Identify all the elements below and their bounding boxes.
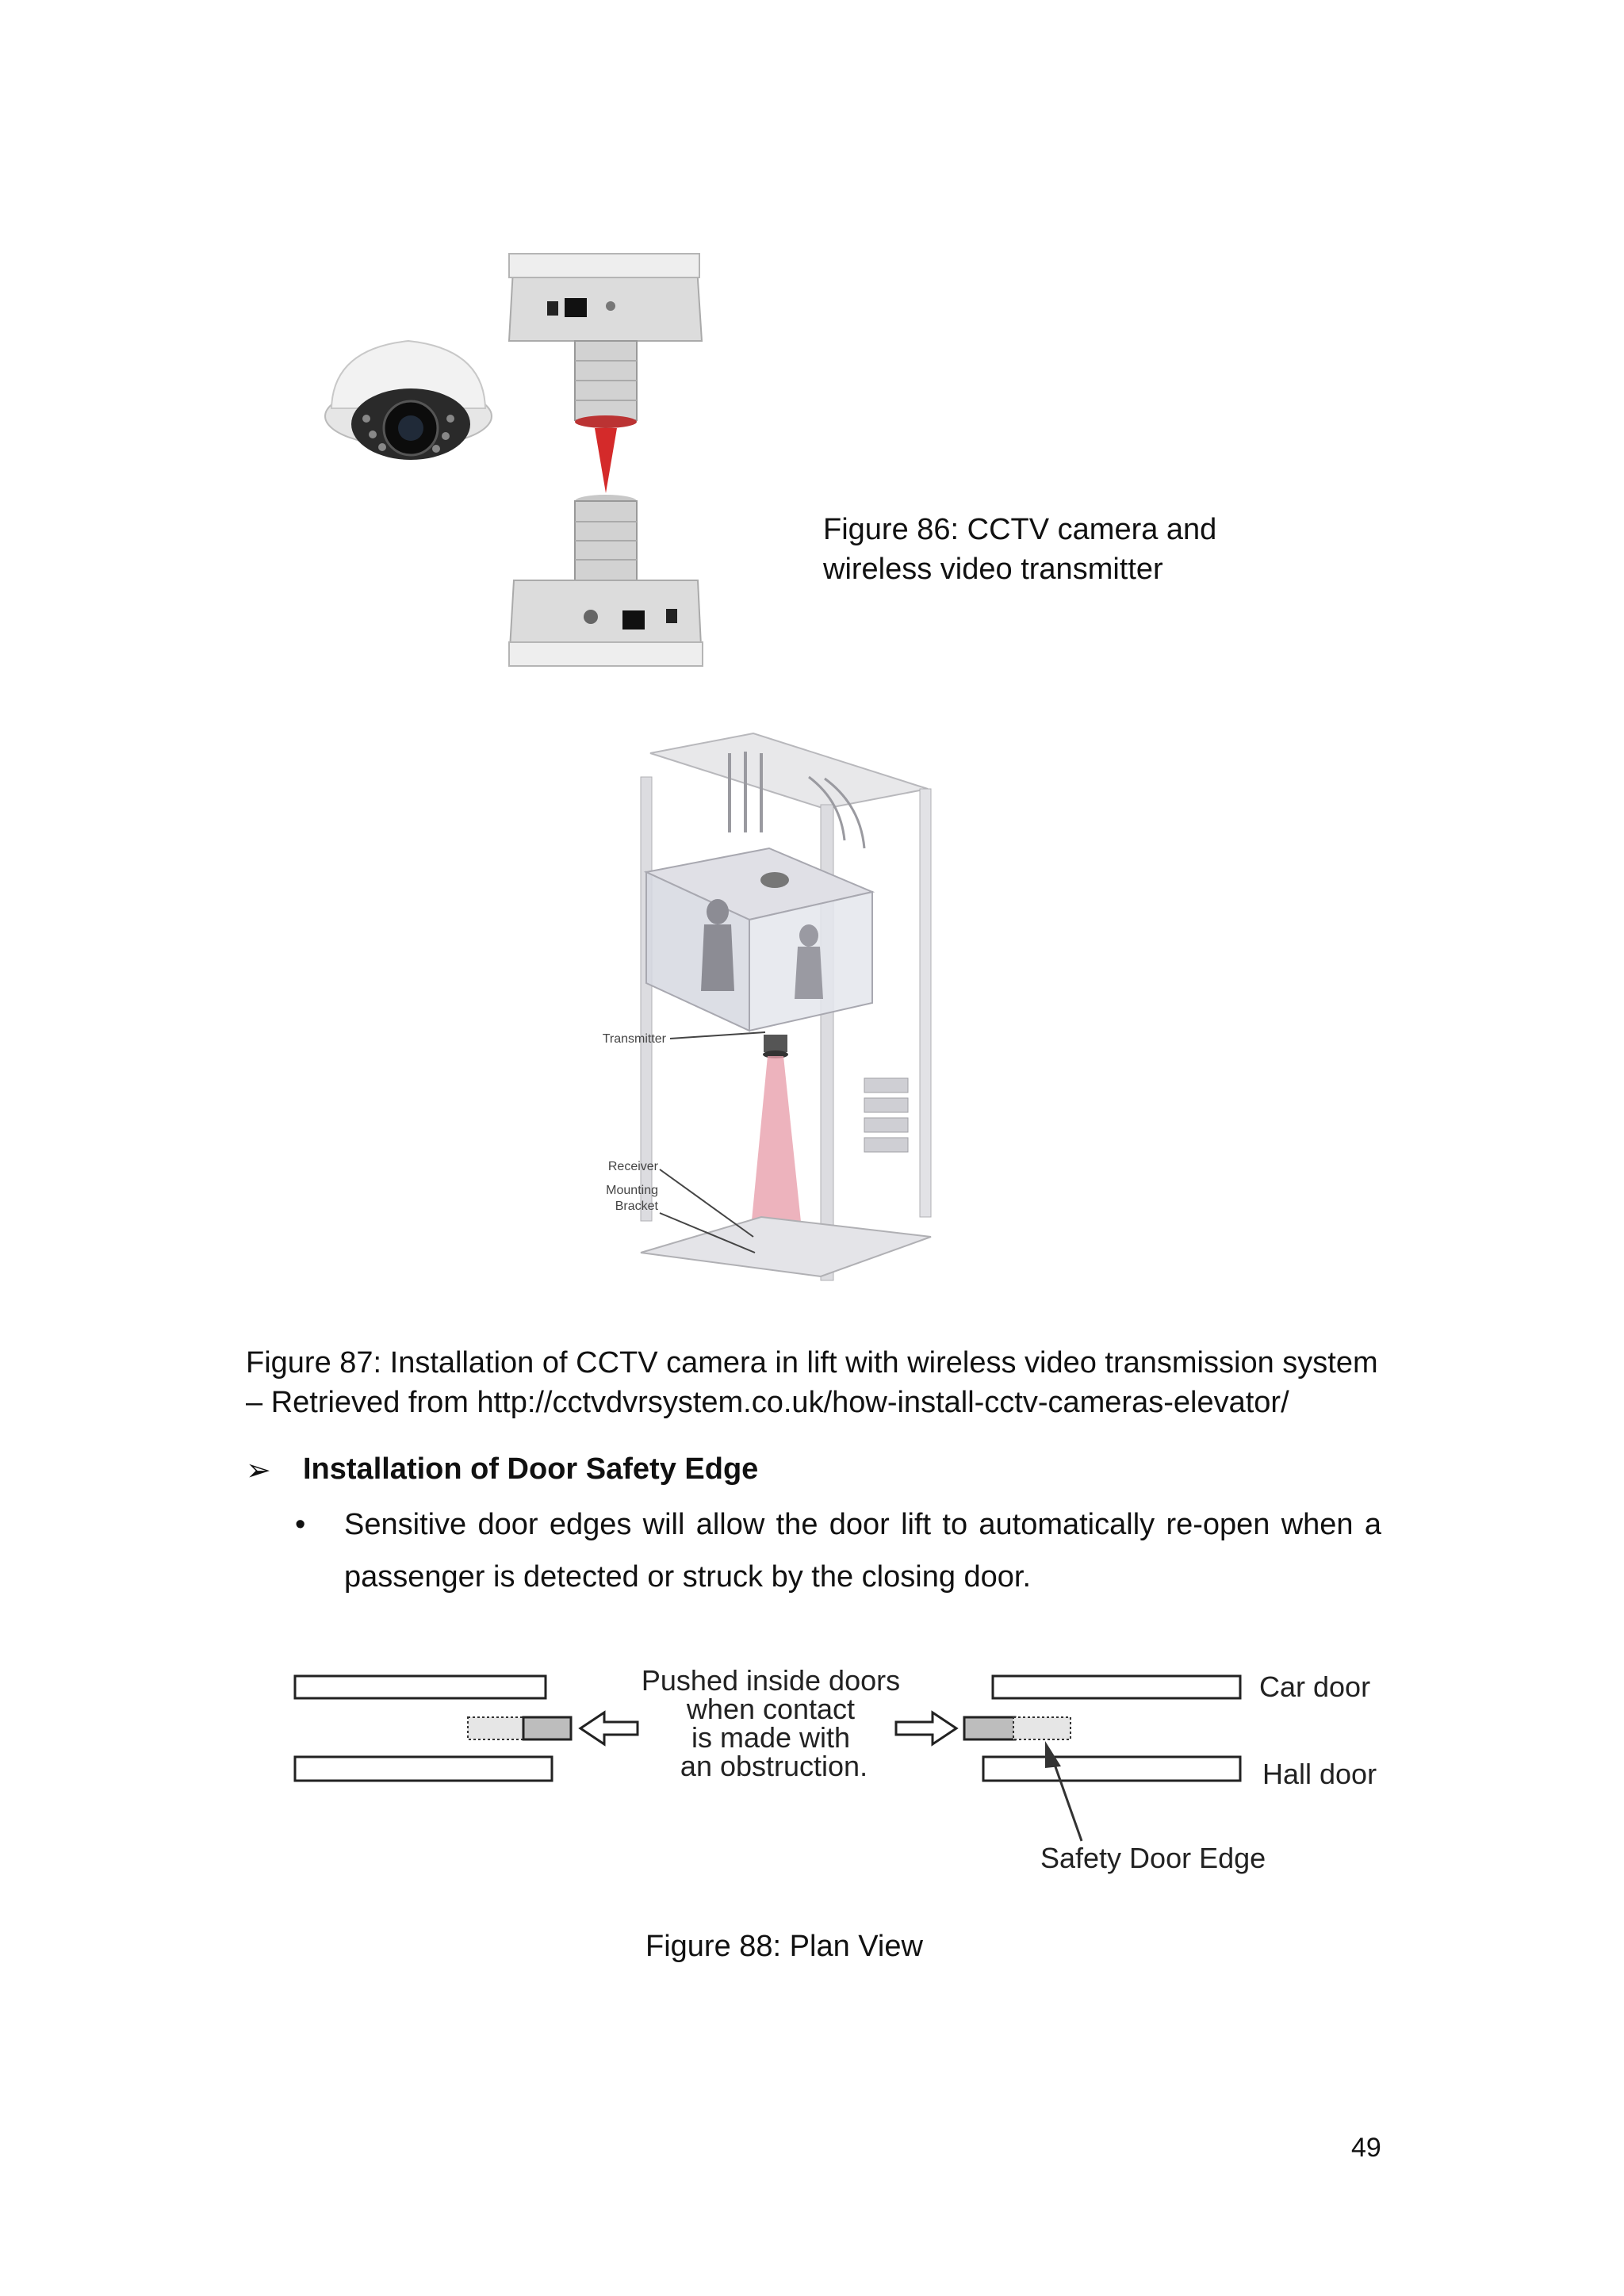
- signal-beam: [595, 428, 617, 493]
- right-hall-door: [983, 1757, 1240, 1781]
- dome-camera-illustration: [325, 341, 492, 460]
- figure-86-caption: [823, 510, 1216, 589]
- figure-87-caption-line-2: – Retrieved from http://cctvdvrsystem.co.uk/how-install-cctv-cameras-elevator/: [246, 1386, 1289, 1419]
- label-safety-door-edge: Safety Door Edge: [1040, 1842, 1266, 1874]
- left-car-door: [295, 1676, 546, 1698]
- right-car-door: [993, 1676, 1240, 1698]
- figure-87-caption: [246, 1343, 1396, 1422]
- bullet-arrow-icon: ➢: [246, 1454, 271, 1487]
- note-line-4: an obstruction.: [680, 1750, 868, 1782]
- right-safety-edge: [1013, 1717, 1071, 1739]
- left-hall-door: [295, 1757, 552, 1781]
- section-paragraph-line-1: Sensitive door edges will allow the door lift to automatically re-open when a: [344, 1508, 1381, 1541]
- label-transmitter: Transmitter: [602, 1032, 666, 1046]
- safety-edge-pointer-arrow-icon: [1045, 1741, 1061, 1768]
- label-bracket: Bracket: [615, 1200, 658, 1213]
- section-heading: Installation of Door Safety Edge: [303, 1452, 759, 1486]
- section-paragraph-line-2: passenger is detected or struck by the closing door.: [344, 1560, 1032, 1594]
- figure-88-caption: Figure 88: Plan View: [645, 1930, 923, 1963]
- page-number: 49: [1351, 2133, 1381, 2163]
- right-door-leaf: [964, 1717, 1015, 1739]
- note-line-2: when contact: [686, 1693, 856, 1725]
- figure-86-caption-line-1: Figure 86: CCTV camera and: [823, 513, 1217, 546]
- figure-87-image: [571, 729, 952, 1292]
- left-door-leaf: [523, 1717, 571, 1739]
- transmitter-illustration: [509, 254, 702, 428]
- label-mounting: Mounting: [606, 1184, 658, 1197]
- note-line-1: Pushed inside doors: [641, 1664, 901, 1697]
- elevator-shaft-illustration: [641, 733, 931, 1280]
- right-push-arrow-icon: [896, 1712, 956, 1744]
- figure-86-image: [317, 246, 722, 674]
- label-receiver: Receiver: [607, 1160, 658, 1173]
- figure-87-caption-line-1: Figure 87: Installation of CCTV camera in lift with wireless video transmission system: [246, 1346, 1378, 1380]
- bullet-dot-icon: •: [295, 1508, 306, 1541]
- note-line-3: is made with: [691, 1721, 851, 1754]
- label-car-door: Car door: [1259, 1670, 1371, 1703]
- left-safety-edge: [468, 1717, 525, 1739]
- figure-86-caption-line-2: wireless video transmitter: [823, 553, 1163, 586]
- section-paragraph: [344, 1498, 1381, 1603]
- label-hall-door: Hall door: [1262, 1758, 1377, 1790]
- left-push-arrow-icon: [580, 1712, 638, 1744]
- receiver-illustration: [509, 495, 703, 666]
- figure-88-diagram: [285, 1657, 1396, 1887]
